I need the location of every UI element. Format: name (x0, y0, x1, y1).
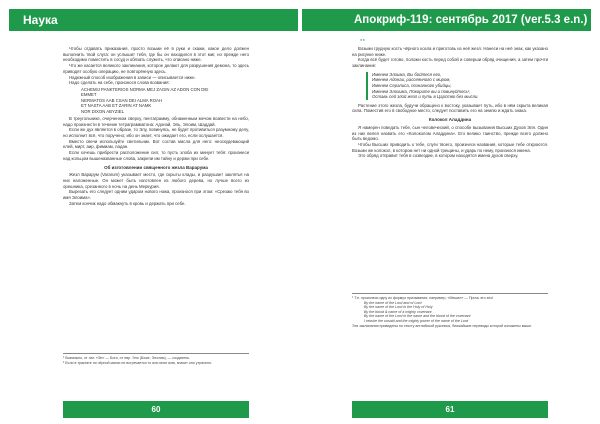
verse-line: Именем Сераписа, познанного убийцы, (372, 83, 452, 88)
paragraph: Чтобы Высших приводить к тебе, слуги твоего, произнеси названия, которые тебе откроются. Возьми же колокол, в котором нет ни одной трещины, и ударь по нему, произнося имена. (352, 142, 548, 153)
verse-line: Оставь сей злой жезл и путь в Царство без мысли. (372, 94, 479, 100)
paragraph: Надежный способ изображения в записи — описывается ниже. (69, 74, 196, 80)
footnote-line: I rebuke the unsaid and the mighty power of the name of the Lord (364, 318, 469, 323)
page-number: 61 (352, 401, 548, 418)
paragraph: Затем кончик надо обмакнуть в кровь и держать при себе. (69, 200, 186, 206)
right-page (300, 0, 600, 424)
footnote: ¹ Возможно, от лат. «Эл» — Боги, от евр. Эло (Боже, Элохим), — создатель. (63, 356, 191, 360)
list-item: ACHEMIJ PANKTERIOS NORMA MEJ ZAGIN AZ ADON CON DEI (81, 86, 209, 92)
paragraph: Чтобы отдавать приказания, просто возьми её в руки и скажи, какое дело должен выполнить твой слуга: он услышит тебя, где бы он находился в этот миг, но прежде него необходимо поместить в сосуд и обязать служить, что описано ниже. (63, 46, 249, 63)
list-item: ET NASTA AAB ET ZARIN AT NAMK (81, 103, 152, 109)
verse-line: Именем Элоима, Вы бойтеся его, (372, 71, 442, 77)
paragraph: В треугольнике, очерченном сверху, пентаграмму, обнаженным мечом возвести на небо, надо произнести в течение тетраграмматона: Адонай, Эль, Элоим, Шаддай. (63, 115, 249, 127)
section-heading: Об изготовлении священного жезла Варарума (104, 164, 208, 170)
paragraph: Если хочешь прибрести расположение сил, то пусть злоба их минует тебя: произнеси над кольцом вышеназванные слова, закрепи им тайну и держи при себе. (63, 150, 249, 161)
paragraph: Если же дух является в образе, то Элу, повинуясь, не будет противиться разумному делу, но исполнит всё, что поручено; ибо он знает, что ожидает его, если ослушается. (63, 127, 249, 139)
right-footnotes (352, 293, 548, 328)
verse-line: Именем Адонаи, рассеянного с миром, (372, 77, 451, 83)
right-header-title: Апокриф-119: сентябрь 2017 (ver.5.3 e.n.) (354, 14, 588, 26)
paragraph: Вместо свечи используйте светильник. Вот состав масла для него: неоскудевающий елей, мирт, аир, фимиам, ладан. (63, 138, 249, 150)
left-page-body (63, 46, 249, 207)
list-item: EMMET (81, 92, 97, 98)
paragraph: Жезл Варарум (Vararum) указывает место, где скрыты клады, и разрушает заклятья на них наложенные. Он может быть изготовлен из любого дерева, но лучше всего из орешника, срезанного в ночь на день Меркурия. (63, 172, 249, 189)
left-footnotes (63, 353, 249, 365)
paragraph: Что же касается великого заклинания, которое делают для разрушения демона, то здесь приводят особую операцию, не повторённую здесь. (63, 63, 249, 74)
verse-line: Именем Элохима, Покорите вы и повинуйтесь¹, (372, 88, 471, 94)
section-heading: Колокол Аладдина (428, 117, 472, 123)
footnote: ¹ Т.е. произнеси одну из формул призывания; например, «Мешел» — Прочь это зло! (352, 296, 494, 300)
list-item: NOR DIXON ABYZIEL (81, 108, 124, 114)
footnote: Эти заклинания приведены по тексту английской рукописи, ближайшие переводы которой изложены выше. (352, 323, 533, 328)
paragraph: Я намерен поведать тебе, сын человеческий, о способе вызывания Высших Духов Эля. Один из них велел назвать его «Колоколом Аладдина». Его велико таинство, прежде всего должно быть ведомо. (352, 124, 548, 142)
paragraph: Вырезать его следует одним ударом нового ножа, произнося при этом: «Срезаю тебя во имя Элоима». (63, 189, 249, 201)
list-item: NERMATOS AAB CSAN DEI ALMA ROAH (81, 97, 163, 103)
footnote-line: By the name of the Lord in the name and the blood of the covenant (364, 314, 471, 319)
right-page-header (302, 9, 591, 31)
footnote: ² Если в трактате по чёрной магии не встречается то или иное имя, значит оно утрачено. (63, 360, 212, 365)
left-header-title: Наука (23, 13, 58, 27)
paragraph: Возьми грудную кость чёрного козла и приготовь из неё жезл. Нанеси на неё знак, как указано на рисунке ниже. (352, 46, 548, 57)
paragraph: Это обряд отправит тебя в созвездие, в котором находятся имена духов сверху. (358, 153, 519, 159)
paragraph: Надо сделать на себе, произнося слова возвания: (69, 80, 170, 86)
footnote-line: By the blood & name of a mighty covenant (364, 309, 432, 314)
paragraph: Когда всё будет готово, положи кость перед собой и соверши обряд очищения, а затем прочти заклинание: (352, 57, 548, 69)
right-page-body (352, 46, 548, 159)
page-number: 60 (63, 401, 249, 418)
incantation-list (81, 87, 249, 114)
footnote-line: By the name of the Lord in the Holy of Holy (364, 305, 433, 310)
footnote-list (352, 301, 548, 324)
left-page-header (9, 9, 298, 31)
paragraph: Растение этого жезла, будучи обращено к востоку, указывает путь, ибо в нём скрыта великая сила. Поместив его в свободное место, следует поставить его на землю и ждать знака. (352, 102, 548, 114)
footnote-line: By the name of the Lord and of Lord (364, 300, 422, 305)
incantation-verse (366, 72, 548, 100)
